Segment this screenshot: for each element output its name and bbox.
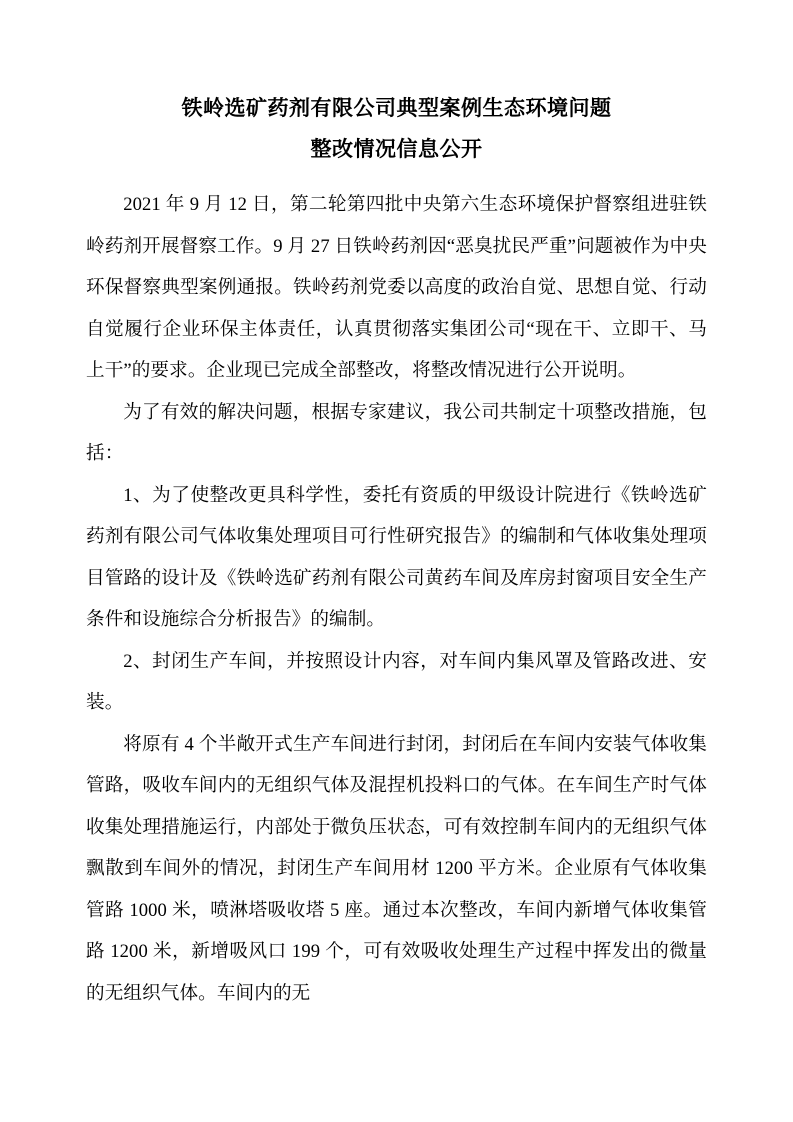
page-title: [86, 88, 707, 170]
paragraph-2: 为了有效的解决问题，根据专家建议，我公司共制定十项整改措施，包括：: [86, 401, 707, 464]
paragraph-1: 2021 年 9 月 12 日，第二轮第四批中央第六生态环境保护督察组进驻铁岭药剂开展督察工作。9 月 27 日铁岭药剂因“恶臭扰民严重”问题被作为中央环保督察典型案例通报。铁岭药剂党委以高度的政治自觉、思想自觉、行动自觉履行企业环保主体责任，认真贯彻落实集团公司“现在干、立即干、马上干”的要求。企业现已完成全部整改，将整改情况进行公开说明。: [86, 194, 707, 381]
page-title-line-2: 整改情况信息公开: [310, 137, 483, 161]
paragraph-5: 将原有 4 个半敞开式生产车间进行封闭，封闭后在车间内安装气体收集管路，吸收车间内的无组织气体及混捏机投料口的气体。在车间生产时气体收集处理措施运行，内部处于微负压状态，可有效控制车间内的无组织气体飘散到车间外的情况，封闭生产车间用材 1200 平方米。企业原有气体收集管路 1000 米，喷淋塔吸收塔 5 座。通过本次整改，车间内新增气体收集管路 1200 米，新增吸风口 199 个，可有效吸收处理生产过程中挥发出的微量的无组织气体。车间内的无: [86, 733, 707, 1004]
paragraph-4: 2、封闭生产车间，并按照设计内容，对车间内集风罩及管路改进、安装。: [86, 650, 707, 713]
paragraph-3: 1、为了使整改更具科学性，委托有资质的甲级设计院进行《铁岭选矿药剂有限公司气体收集处理项目可行性研究报告》的编制和气体收集处理项目管路的设计及《铁岭选矿药剂有限公司黄药车间及库房封窗项目安全生产条件和设施综合分析报告》的编制。: [86, 484, 707, 630]
page-title-line-1: 铁岭选矿药剂有限公司典型案例生态环境问题: [181, 96, 612, 120]
document-body: [86, 184, 707, 1014]
